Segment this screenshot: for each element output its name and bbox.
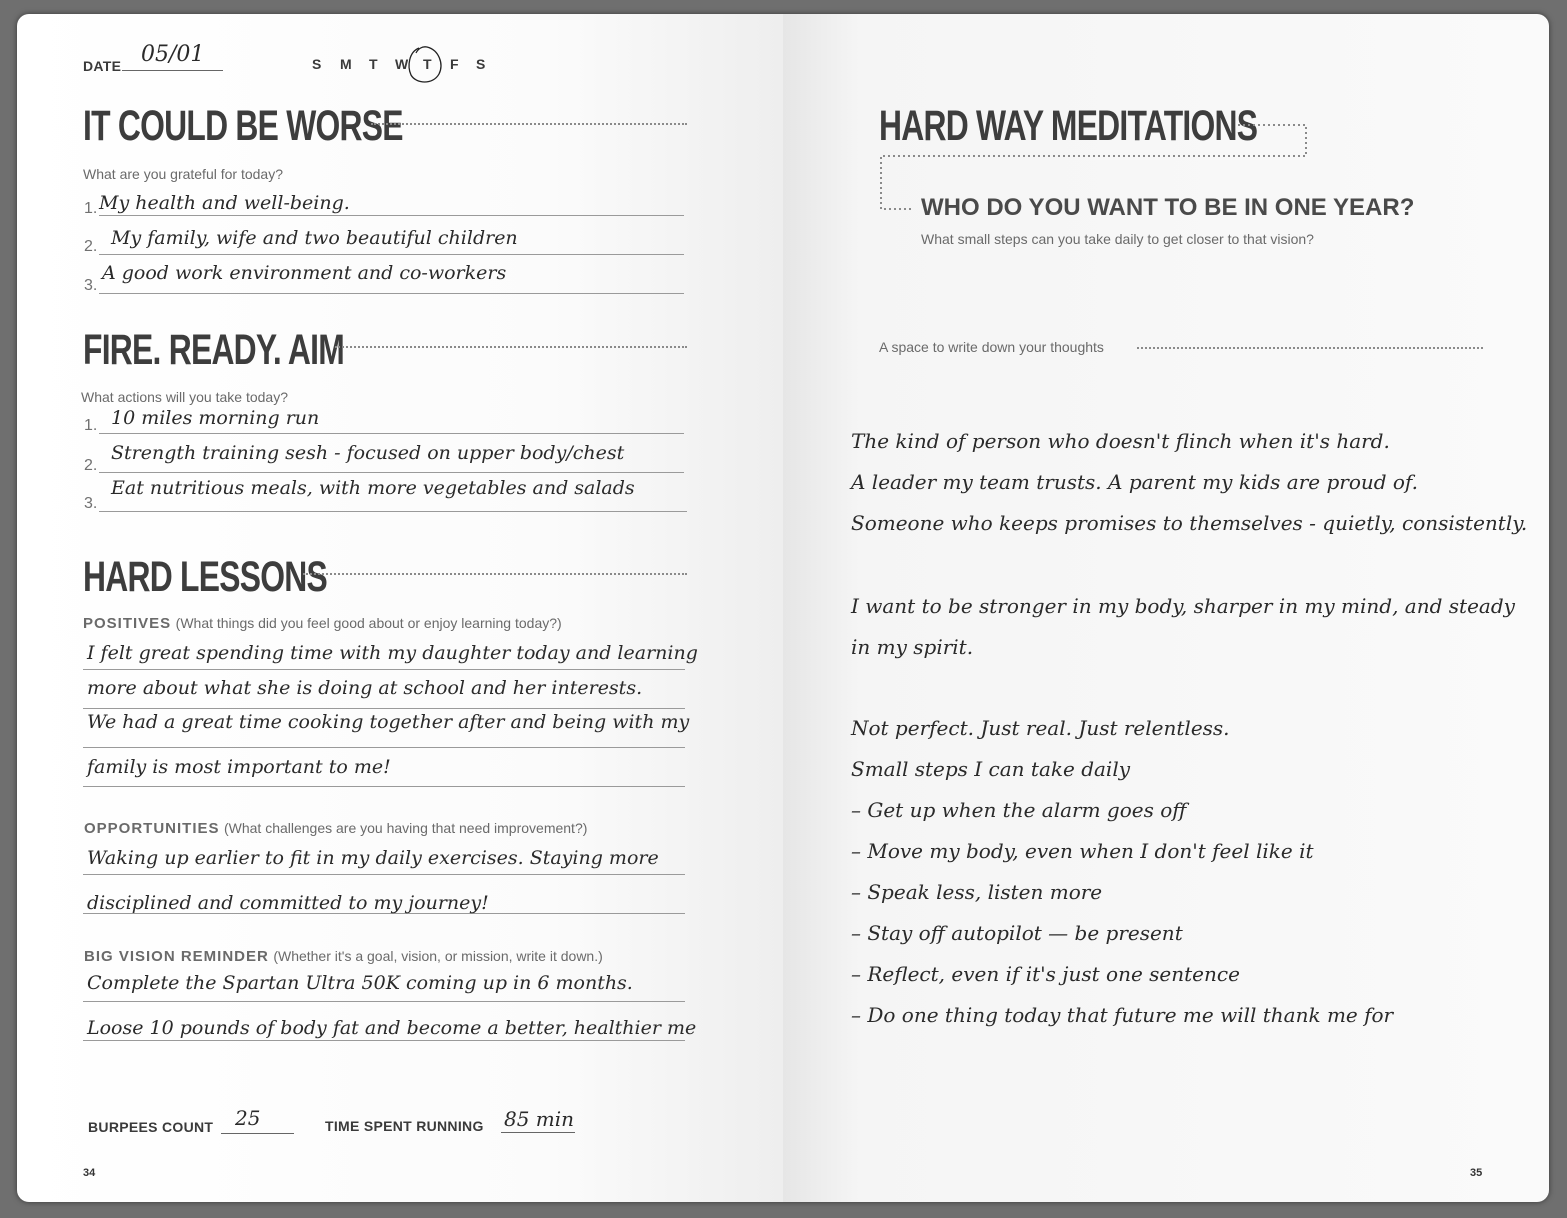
thoughts-line-10[interactable]: – Speak less, listen more bbox=[851, 880, 1103, 904]
actions-prompt: What actions will you take today? bbox=[81, 389, 288, 405]
thoughts-line-9[interactable]: – Move my body, even when I don't feel like it bbox=[851, 839, 1314, 863]
right-page bbox=[783, 14, 1549, 1202]
line-rule bbox=[83, 1040, 685, 1041]
thoughts-line-4[interactable]: I want to be stronger in my body, sharper in my mind, and steady bbox=[851, 594, 1515, 618]
section-title-lessons: HARD LESSONS bbox=[83, 553, 327, 601]
thoughts-line-11[interactable]: – Stay off autopilot — be present bbox=[851, 921, 1183, 945]
question-heading: WHO DO YOU WANT TO BE IN ONE YEAR? bbox=[921, 194, 1415, 221]
day-circle-mark bbox=[405, 44, 445, 86]
date-value[interactable]: 05/01 bbox=[141, 42, 205, 67]
weekday-mon[interactable]: M bbox=[340, 56, 352, 72]
grateful-item-2[interactable]: My family, wife and two beautiful children bbox=[111, 227, 518, 249]
running-value[interactable]: 85 min bbox=[504, 1107, 575, 1131]
line-rule bbox=[83, 708, 685, 709]
section-title-worse: IT COULD BE WORSE bbox=[83, 102, 403, 150]
vision-heading bbox=[84, 948, 603, 966]
positives-sub: (What things did you feel good about or enjoy learning today?) bbox=[175, 615, 562, 631]
grateful-item-1[interactable]: My health and well-being. bbox=[99, 192, 350, 214]
opportunities-line-2[interactable]: disciplined and committed to my journey! bbox=[87, 892, 489, 914]
positives-line-3[interactable]: We had a great time cooking together after and being with my bbox=[87, 711, 690, 733]
thoughts-line-2[interactable]: A leader my team trusts. A parent my kids are proud of. bbox=[851, 470, 1418, 494]
line-rule bbox=[83, 747, 685, 748]
opportunities-line-1[interactable]: Waking up earlier to fit in my daily exercises. Staying more bbox=[87, 847, 659, 869]
weekday-sat[interactable]: S bbox=[476, 56, 486, 72]
line-rule bbox=[99, 293, 684, 294]
action-item-1[interactable]: 10 miles morning run bbox=[111, 407, 320, 429]
weekday-thu[interactable]: T bbox=[423, 56, 432, 72]
grateful-prompt: What are you grateful for today? bbox=[83, 166, 283, 182]
opportunities-heading bbox=[84, 820, 587, 838]
positives-label: POSITIVES bbox=[83, 615, 172, 632]
grateful-item-3[interactable]: A good work environment and co-workers bbox=[102, 262, 507, 284]
date-underline bbox=[122, 70, 223, 71]
line-rule bbox=[99, 254, 684, 255]
thoughts-line-5[interactable]: in my spirit. bbox=[851, 635, 974, 659]
positives-line-2[interactable]: more about what she is doing at school and her interests. bbox=[87, 677, 643, 699]
journal-spread bbox=[17, 14, 1549, 1202]
page-number-right: 35 bbox=[1470, 1167, 1483, 1179]
opportunities-label: OPPORTUNITIES bbox=[84, 820, 220, 837]
thoughts-line-13[interactable]: – Do one thing today that future me will thank me for bbox=[851, 1003, 1394, 1027]
item-number: 1. bbox=[84, 417, 98, 434]
weekday-tue[interactable]: T bbox=[369, 56, 378, 72]
positives-heading bbox=[83, 615, 562, 633]
question-sub: What small steps can you take daily to get closer to that vision? bbox=[921, 231, 1314, 247]
item-number: 3. bbox=[84, 495, 98, 512]
positives-line-4[interactable]: family is most important to me! bbox=[87, 756, 391, 778]
thoughts-line-12[interactable]: – Reflect, even if it's just one sentence bbox=[851, 962, 1240, 986]
running-underline bbox=[501, 1132, 575, 1133]
item-number: 2. bbox=[84, 238, 98, 255]
vision-line-1[interactable]: Complete the Spartan Ultra 50K coming up in 6 months. bbox=[87, 972, 633, 994]
vision-line-2[interactable]: Loose 10 pounds of body fat and become a better, healthier me bbox=[87, 1017, 697, 1039]
thoughts-line-3[interactable]: Someone who keeps promises to themselves - quietly, consistently. bbox=[851, 511, 1528, 535]
thoughts-line-1[interactable]: The kind of person who doesn't flinch when it's hard. bbox=[851, 429, 1390, 453]
line-rule bbox=[83, 786, 685, 787]
line-rule bbox=[99, 472, 684, 473]
left-page bbox=[17, 14, 783, 1202]
vision-label: BIG VISION REMINDER bbox=[84, 948, 269, 965]
weekday-sun[interactable]: S bbox=[312, 56, 322, 72]
running-label: TIME SPENT RUNNING bbox=[325, 1118, 484, 1134]
line-rule bbox=[99, 215, 684, 216]
item-number: 2. bbox=[84, 457, 98, 474]
opportunities-sub: (What challenges are you having that need improvement?) bbox=[223, 820, 588, 836]
line-rule bbox=[83, 874, 685, 875]
item-number: 3. bbox=[84, 277, 98, 294]
weekday-fri[interactable]: F bbox=[450, 56, 459, 72]
burpees-label: BURPEES COUNT bbox=[88, 1119, 214, 1135]
thoughts-label: A space to write down your thoughts bbox=[879, 339, 1104, 355]
thoughts-divider bbox=[1137, 347, 1483, 349]
weekday-wed[interactable]: W bbox=[395, 56, 409, 72]
section-title-fire: FIRE. READY. AIM bbox=[83, 326, 345, 374]
line-rule bbox=[83, 669, 685, 670]
action-item-2[interactable]: Strength training sesh - focused on upper body/chest bbox=[111, 442, 625, 464]
date-label: DATE bbox=[83, 58, 122, 74]
thoughts-line-7[interactable]: Small steps I can take daily bbox=[851, 757, 1131, 781]
section-title-meditations: HARD WAY MEDITATIONS bbox=[879, 102, 1258, 150]
title-divider bbox=[335, 346, 687, 348]
thoughts-line-8[interactable]: – Get up when the alarm goes off bbox=[851, 798, 1187, 822]
page-number-left: 34 bbox=[83, 1167, 96, 1179]
vision-sub: (Whether it's a goal, vision, or mission, write it down.) bbox=[273, 948, 603, 964]
title-divider bbox=[303, 573, 687, 575]
item-number: 1. bbox=[84, 200, 98, 217]
thoughts-line-6[interactable]: Not perfect. Just real. Just relentless. bbox=[851, 716, 1230, 740]
positives-line-1[interactable]: I felt great spending time with my daughter today and learning bbox=[87, 642, 698, 664]
title-divider bbox=[371, 123, 687, 125]
line-rule bbox=[99, 433, 684, 434]
action-item-3[interactable]: Eat nutritious meals, with more vegetables and salads bbox=[111, 477, 635, 499]
line-rule bbox=[99, 511, 687, 512]
burpees-underline bbox=[221, 1133, 294, 1134]
line-rule bbox=[83, 1001, 685, 1002]
burpees-value[interactable]: 25 bbox=[235, 1106, 261, 1130]
